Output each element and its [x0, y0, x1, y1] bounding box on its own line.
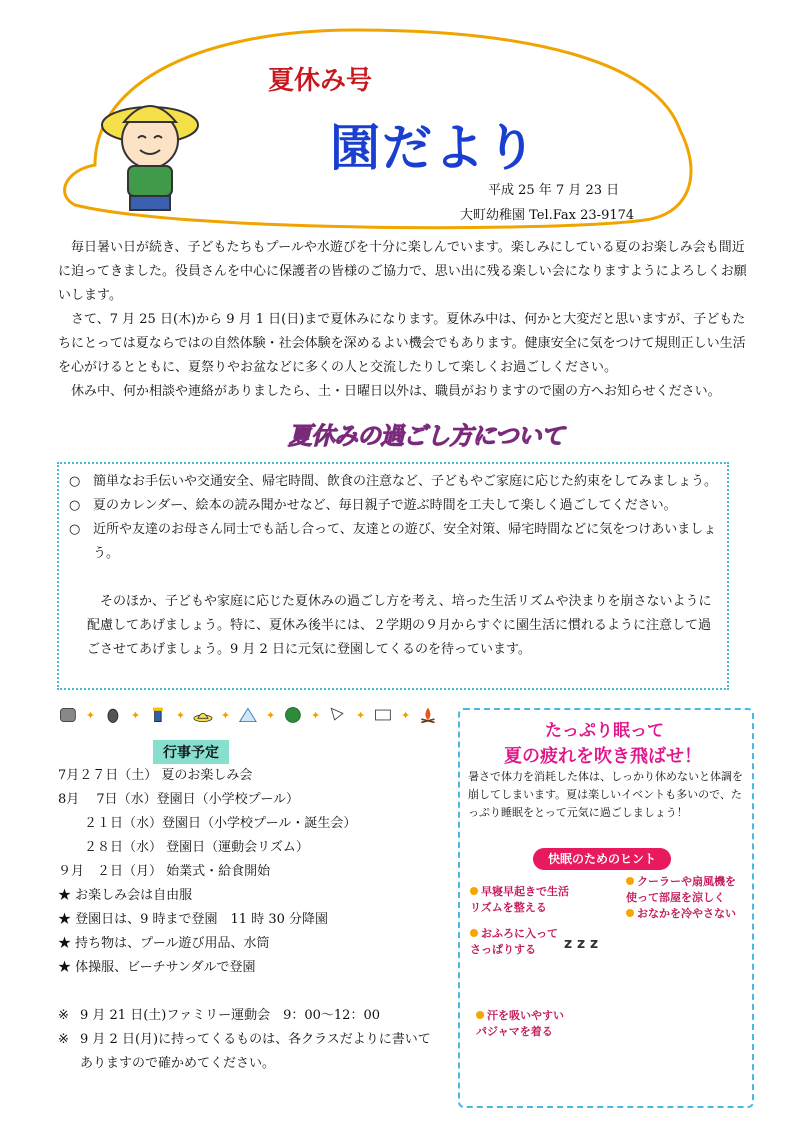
- tent-icon: [238, 703, 258, 727]
- straw-hat-icon: [193, 703, 213, 727]
- star-note: ★ 体操服、ビーチサンダルで登園: [58, 960, 256, 975]
- sparkle-icon: ✦: [310, 708, 321, 722]
- towel-icon: [373, 703, 393, 727]
- issue-title: 夏休み号: [268, 66, 373, 96]
- sparkle-icon: ✦: [401, 708, 411, 722]
- note-item: [58, 1028, 438, 1076]
- bullet-icon: [626, 877, 634, 885]
- tip-text: 簡単なお手伝いや交通安全、帰宅時間、飲食の注意など、子どもやご家庭に応じた約束をしてみましょう。: [93, 474, 718, 489]
- circle-mark: ○: [69, 522, 81, 537]
- intro-text: [58, 236, 748, 404]
- hint-item: [470, 926, 560, 958]
- sleep-title-line1: たっぷり眠って: [545, 721, 664, 741]
- section-heading: 夏休みの過ごし方について: [288, 422, 564, 450]
- hint-text: クーラーや扇風機を使って部屋を涼しく: [626, 875, 736, 904]
- star-note: ★ 持ち物は、プール遊び用品、水筒: [58, 936, 270, 951]
- main-title: 園だより: [330, 119, 538, 177]
- note-text: 9 月 2 日(月)に持ってくるものは、各クラスだよりに書いてありますので確かめてください。: [80, 1032, 431, 1071]
- notes-list: [58, 1004, 438, 1076]
- circle-mark: ○: [69, 498, 81, 513]
- sparkle-icon: ✦: [130, 708, 141, 722]
- float-ring-icon: [58, 703, 78, 727]
- issue-date: 平成 25 年 7 月 23 日: [488, 183, 620, 198]
- hint-item: [476, 1008, 566, 1040]
- event-row: 8月 7日（水）登園日（小学校プール）: [58, 792, 300, 807]
- hint-item: [470, 884, 570, 916]
- sparkle-icon: ✦: [265, 708, 276, 722]
- fan-icon: [328, 703, 348, 727]
- circle-mark: ○: [69, 474, 81, 489]
- sleep-zzz: z z z: [564, 936, 599, 952]
- tips-extra-paragraph: そのほか、子どもや家庭に応じた夏休みの過ごし方を考え、培った生活リズムや決まりを崩さないように配慮してあげましょう。特に、夏休み後半には、２学期の９月からすぐに園生活に慣れるように注意して過ごさせてあげましょう。9 月 2 日に元気に登園してくるのを待っています。: [87, 594, 712, 657]
- boy-straw-hat-illustration: [80, 70, 220, 220]
- intro-paragraph: 休み中、何か相談や連絡がありましたら、土・日曜日以外は、職員がおりますので園の方へお知らせください。: [71, 384, 721, 399]
- campfire-icon: [418, 703, 438, 727]
- sparkle-icon: ✦: [175, 708, 186, 722]
- bullet-icon: [476, 1011, 484, 1019]
- note-mark: ※: [58, 1008, 69, 1023]
- tip-text: 近所や友達のお母さん同士でも話し合って、友達との遊び、安全対策、帰宅時間などに気をつけあいましょう。: [93, 522, 717, 561]
- flashlight-icon: [148, 703, 168, 727]
- tip-item: [69, 518, 717, 566]
- hint-title-pill: 快眠のためのヒント: [533, 848, 671, 870]
- star-note: ★ 登園日は、9 時まで登園 11 時 30 分降園: [58, 912, 329, 927]
- events-title: 行事予定: [153, 740, 229, 764]
- note-item: [58, 1004, 438, 1028]
- event-row: ２１日（水）登園日（小学校プール・誕生会）: [58, 816, 357, 831]
- star-note: ★ お楽しみ会は自由服: [58, 888, 193, 903]
- watermelon-icon: [283, 703, 303, 727]
- sleep-body-text: 暑さで体力を消耗した体は、しっかり休めないと体調を崩してしまいます。夏は楽しいイベントも多いので、たっぷり睡眠をとって元気に過ごしましょう！: [468, 770, 743, 819]
- sleep-title-line2: 夏の疲れを吹き飛ばせ！: [504, 746, 702, 767]
- hint-text: おなかを冷やさない: [637, 907, 736, 920]
- event-row: 7月２７日（土） 夏のお楽しみ会: [58, 768, 253, 783]
- sparkle-icon: ✦: [85, 708, 96, 722]
- tips-box: [57, 462, 729, 690]
- sparkle-icon: ✦: [356, 708, 366, 722]
- hint-item: [626, 906, 742, 922]
- intro-paragraph: 毎日暑い日が続き、子どもたちもプールや水遊びを十分に楽しんでいます。楽しみにしている夏のお楽しみ会も間近に迫ってきました。役員さんを中心に保護者の皆様のご協力で、思い出に残る楽しい会になりますようによろしくお願いします。: [58, 240, 747, 303]
- beetle-icon: [103, 703, 123, 727]
- hint-text: 早寝早起きで生活リズムを整える: [470, 885, 569, 914]
- bullet-icon: [626, 909, 634, 917]
- note-mark: ※: [58, 1032, 69, 1047]
- event-row: ９月 ２日（月） 始業式・給食開始: [58, 864, 271, 879]
- summer-icon-row: [58, 700, 438, 730]
- bullet-icon: [470, 929, 478, 937]
- events-list: [58, 764, 438, 980]
- sparkle-icon: ✦: [220, 708, 231, 722]
- hint-item: [626, 874, 742, 906]
- hint-text: おふろに入ってさっぱりする: [470, 927, 558, 956]
- intro-paragraph: さて、7 月 25 日(木)から 9 月 1 日(日)まで夏休みになります。夏休み中は、何かと大変だと思いますが、子どもたちにとっては夏ならではの自然体験・社会体験を深めるよい機会でもあります。健康安全に気をつけて規則正しい生活を心がけるとともに、夏祭りやお盆などに多くの人と交流したりして楽しくお過ごしください。: [58, 312, 746, 375]
- tip-item: [69, 470, 717, 494]
- tip-text: 夏のカレンダー、絵本の読み聞かせなど、毎日親子で遊ぶ時間を工夫して楽しく過ごしてください。: [93, 498, 677, 513]
- bullet-icon: [470, 887, 478, 895]
- hint-text: 汗を吸いやすいパジャマを着る: [476, 1009, 564, 1038]
- note-text: 9 月 21 日(土)ファミリー運動会 9：00～12：00: [80, 1008, 380, 1023]
- school-contact: 大町幼稚園 Tel.Fax 23-9174: [460, 208, 635, 223]
- tip-item: [69, 494, 717, 518]
- event-row: ２８日（水） 登園日（運動会リズム）: [58, 840, 309, 855]
